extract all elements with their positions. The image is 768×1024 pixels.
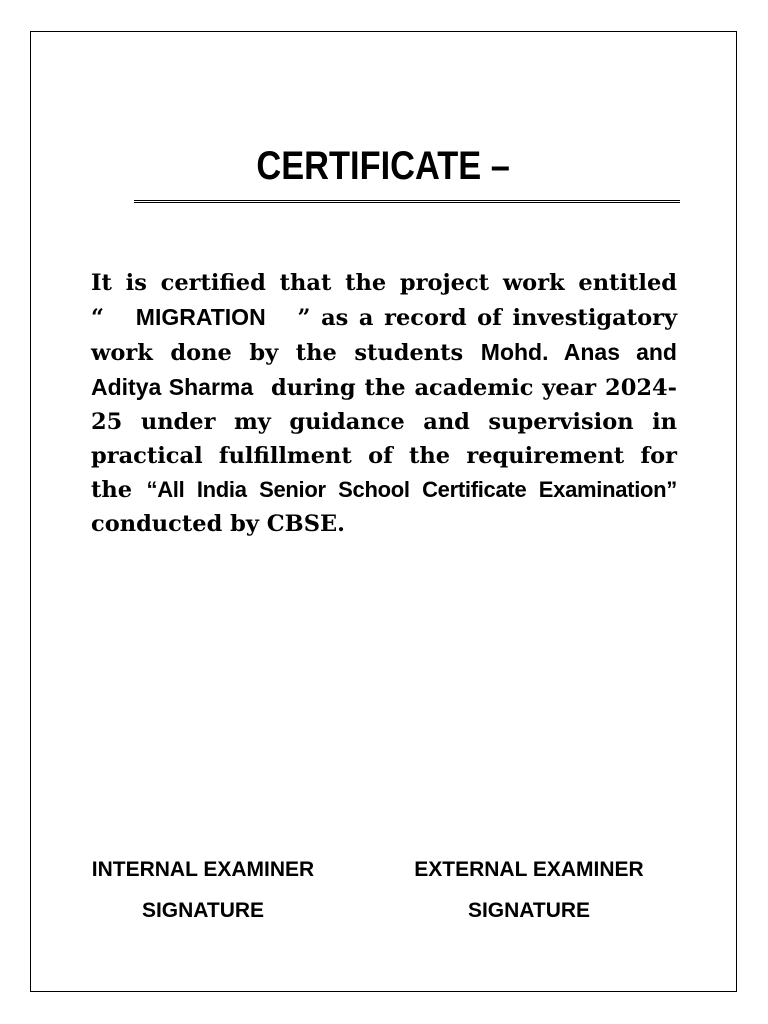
certificate-title: CERTIFICATE – [256,144,510,188]
internal-signature-label: SIGNATURE [141,899,265,922]
student-names: Mohd. Anas and Aditya Sharma [91,339,677,400]
certificate-body [91,266,677,541]
examination-name: “All India Senior School Certificate Examination” [146,477,677,502]
external-examiner-label: EXTERNAL EXAMINER [414,858,644,881]
close-quote: ” [297,305,311,331]
title-double-rule [134,200,680,203]
body-after-students: during the academic year 2024-25 under my guidance and supervision in practical fulfillment of the requirement for the [91,375,677,503]
internal-examiner-block [90,858,316,923]
body-intro: It is certified that the project work entitled [91,270,677,296]
open-quote: “ [91,305,104,331]
external-signature-label: SIGNATURE [467,899,591,922]
project-title: MIGRATION [135,304,266,330]
internal-examiner-label: INTERNAL EXAMINER [91,858,315,881]
external-examiner-block [413,858,645,923]
body-closing: conducted by CBSE. [91,511,345,537]
body-after-title: as a record of investigatory work done by the students [91,305,678,366]
